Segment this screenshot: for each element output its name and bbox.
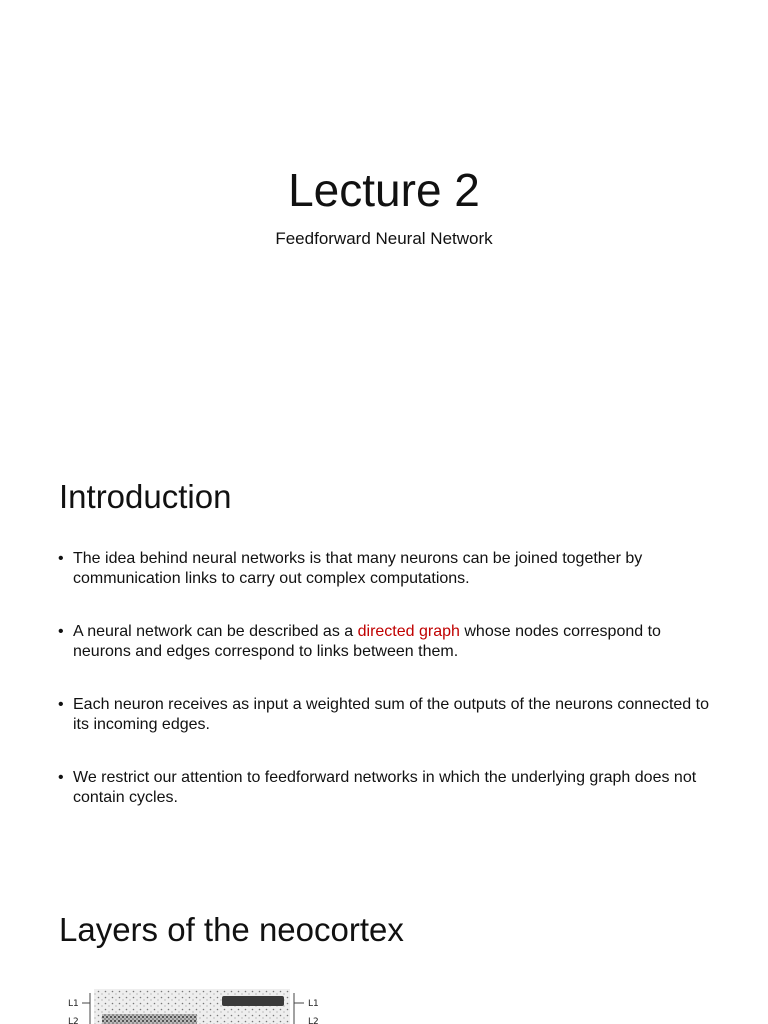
title-slide bbox=[0, 162, 768, 250]
bullet-item bbox=[57, 695, 717, 734]
bullet-item bbox=[57, 549, 717, 588]
layer-label-left-l2: L2 bbox=[68, 1017, 79, 1024]
layer-label-right-l1: L1 bbox=[308, 999, 319, 1009]
dense-cell-band bbox=[102, 1014, 197, 1024]
bullet-item bbox=[57, 622, 717, 661]
bullet-text: We restrict our attention to feedforward networks in which the underlying graph does not contain cycles. bbox=[73, 769, 697, 806]
layer-label-left-l1: L1 bbox=[68, 999, 79, 1009]
highlighted-term: directed graph bbox=[357, 623, 460, 640]
layers-heading: Layers of the neocortex bbox=[59, 911, 404, 948]
bullet-dot-icon: • bbox=[58, 769, 64, 786]
lecture-subtitle: Feedforward Neural Network bbox=[275, 229, 493, 248]
neocortex-layers-svg bbox=[62, 984, 354, 1024]
bullet-text: A neural network can be described as a bbox=[73, 623, 358, 640]
bullet-text-continued: whose nodes correspond to neurons and edges correspond to links between them. bbox=[73, 623, 661, 660]
lecture-title: Lecture 2 bbox=[288, 164, 480, 216]
neocortex-layers-figure bbox=[62, 984, 354, 1024]
layer-label-right-l2: L2 bbox=[308, 1017, 319, 1024]
bullet-dot-icon: • bbox=[58, 550, 64, 567]
introduction-heading: Introduction bbox=[59, 478, 232, 515]
introduction-bullet-list bbox=[57, 549, 717, 807]
bullet-text: Each neuron receives as input a weighted sum of the outputs of the neurons connected to its incoming edges. bbox=[73, 696, 709, 733]
bullet-dot-icon: • bbox=[58, 696, 64, 713]
bullet-item bbox=[57, 768, 717, 807]
bullet-dot-icon: • bbox=[58, 623, 64, 640]
bullet-text: The idea behind neural networks is that many neurons can be joined together by communication links to carry out complex computations. bbox=[73, 550, 643, 587]
golgi-stain-band bbox=[222, 996, 284, 1006]
